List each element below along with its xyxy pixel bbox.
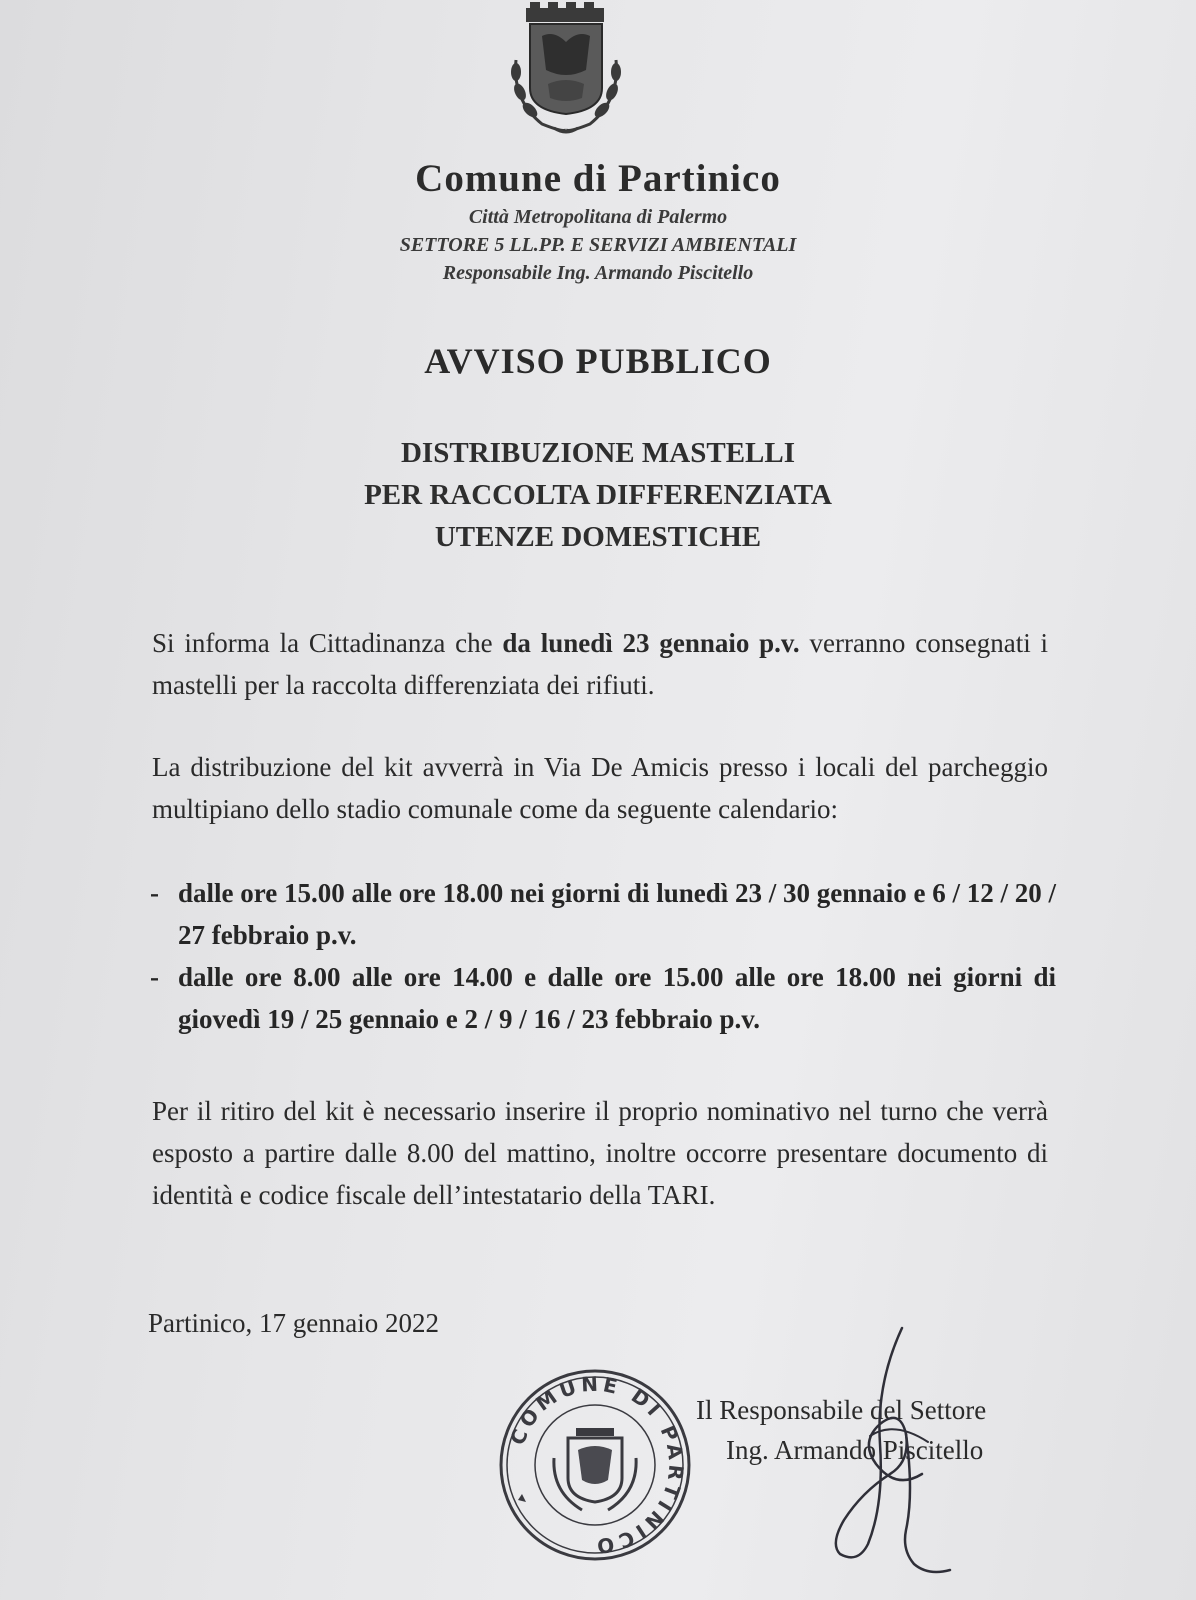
distribution-schedule: [150, 872, 1056, 1040]
official-stamp: [498, 1368, 692, 1562]
start-date-highlight: da lunedì 23 gennaio p.v.: [502, 628, 800, 658]
list-dash: -: [150, 962, 159, 992]
intro-paragraph: [152, 622, 1048, 706]
notice-title: AVVISO PUBBLICO: [424, 341, 772, 381]
location-paragraph: La distribuzione del kit avverrà in Via De Amicis presso i locali del parcheggio multipiano dello stadio comunale come da seguente calendario:: [152, 752, 1048, 824]
municipality-name: Comune di Partinico: [415, 157, 781, 200]
coat-of-arms-emblem: [502, 0, 662, 150]
responsible-line: Responsabile Ing. Armando Piscitello: [442, 262, 754, 284]
handwritten-signature: [810, 1324, 970, 1580]
requirements-paragraph: Per il ritiro del kit è necessario inserire il proprio nominativo nel turno che verrà esposto a partire dalle 8.00 del mattino, inoltre occorre presentare documento di identità e codice fiscale dell’intestatario della TARI.: [152, 1096, 1048, 1210]
intro-text-start: Si informa la Cittadinanza che: [152, 628, 503, 658]
subject-line: DISTRIBUZIONE MASTELLI: [400, 437, 796, 469]
subject-line: UTENZE DOMESTICHE: [434, 521, 762, 553]
schedule-item-text: dalle ore 15.00 alle ore 18.00 nei giorni di lunedì 23 / 30 gennaio e 6 / 12 / 20 / 27 febbraio p.v.: [178, 878, 1057, 950]
schedule-item: [150, 956, 1056, 1040]
stamp-lettering: COMUNE DI PARTINICO: [505, 1371, 689, 1559]
signer-name: Ing. Armando Piscitello: [726, 1435, 984, 1465]
schedule-item: [150, 872, 1056, 956]
place-and-date: Partinico, 17 gennaio 2022: [148, 1308, 439, 1338]
intro-text-end: verranno consegnati i mastelli per la raccolta differenziata dei rifiuti.: [152, 628, 1048, 700]
metropolitan-city-line: Città Metropolitana di Palermo: [468, 206, 728, 228]
subject-line: PER RACCOLTA DIFFERENZIATA: [364, 479, 832, 511]
sector-line: SETTORE 5 LL.PP. E SERVIZI AMBIENTALI: [399, 234, 797, 256]
signer-role: Il Responsabile del Settore: [696, 1395, 987, 1425]
list-dash: -: [150, 878, 159, 908]
schedule-item-text: dalle ore 8.00 alle ore 14.00 e dalle ore 15.00 alle ore 18.00 nei giorni di giovedì 19 / 25 gennaio e 2 / 9 / 16 / 23 febbraio p.v.: [178, 962, 1056, 1034]
notice-subject: [0, 432, 1196, 558]
